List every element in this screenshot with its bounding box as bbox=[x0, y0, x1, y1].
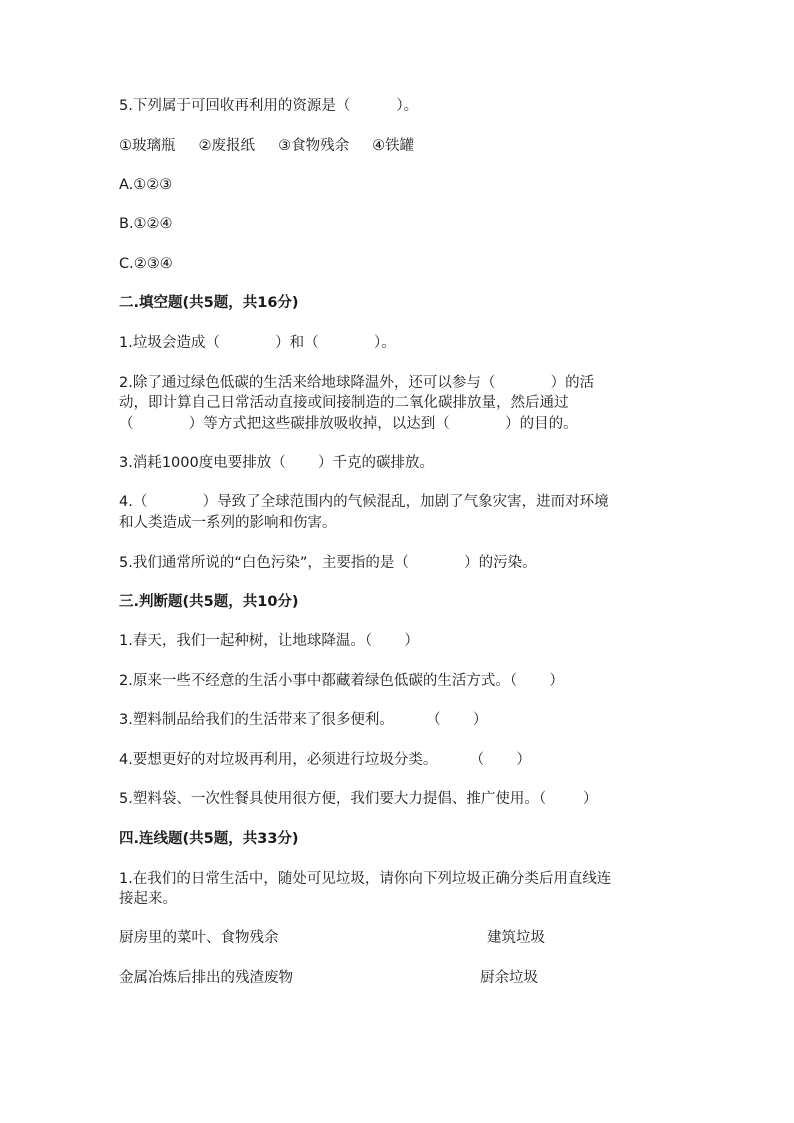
match-q1-line1: 1.在我们的日常生活中，随处可见垃圾，请你向下列垃圾正确分类后用直线连 bbox=[119, 871, 612, 887]
option-a: A.①②③ bbox=[119, 177, 173, 193]
fill-q1: 1.垃圾会造成（ ）和（ ）。 bbox=[119, 335, 396, 351]
question-5-items: ①玻璃瓶 ②废报纸 ③食物残余 ④铁罐 bbox=[119, 138, 415, 154]
fill-q4-line1: 4.（ ）导致了全球范围内的气候混乱，加剧了气象灾害，进而对环境 bbox=[119, 494, 609, 510]
match-left-2: 金属冶炼后排出的残渣废物 bbox=[119, 970, 293, 986]
judge-q2: 2.原来一些不经意的生活小事中都藏着绿色低碳的生活方式。（ ） bbox=[119, 673, 564, 689]
fill-q2-line1: 2.除了通过绿色低碳的生活来给地球降温外，还可以参与（ ）的活 bbox=[119, 375, 595, 391]
option-b: B.①②④ bbox=[119, 216, 173, 232]
match-q1-line2: 接起来。 bbox=[119, 891, 177, 907]
section-3-heading: 三.判断题(共5题，共10分) bbox=[119, 594, 299, 610]
question-5-stem: 5.下列属于可回收再利用的资源是（ ）。 bbox=[119, 98, 419, 114]
judge-q4: 4.要想更好的对垃圾再利用，必须进行垃圾分类。 （ ） bbox=[119, 752, 531, 768]
match-right-1: 建筑垃圾 bbox=[487, 930, 545, 946]
option-c: C.②③④ bbox=[119, 256, 173, 272]
fill-q5: 5.我们通常所说的“白色污染”，主要指的是（ ）的污染。 bbox=[119, 555, 537, 571]
fill-q2-line2: 动，即计算自己日常活动直接或间接制造的二氧化碳排放量，然后通过 bbox=[119, 395, 569, 411]
fill-q2-line3: （ ）等方式把这些碳排放吸收掉，以达到（ ）的目的。 bbox=[119, 416, 578, 432]
match-right-2: 厨余垃圾 bbox=[480, 970, 538, 986]
match-left-1: 厨房里的菜叶、食物残余 bbox=[119, 930, 279, 946]
fill-q4-line2: 和人类造成一系列的影响和伤害。 bbox=[119, 515, 337, 531]
section-2-heading: 二.填空题(共5题，共16分) bbox=[119, 295, 299, 311]
judge-q5: 5.塑料袋、一次性餐具使用很方便，我们要大力提倡、推广使用。（ ） bbox=[119, 791, 598, 807]
judge-q1: 1.春天，我们一起种树，让地球降温。（ ） bbox=[119, 633, 419, 649]
judge-q3: 3.塑料制品给我们的生活带来了很多便利。 （ ） bbox=[119, 712, 488, 728]
section-4-heading: 四.连线题(共5题，共33分) bbox=[119, 831, 299, 847]
fill-q3: 3.消耗1000度电要排放（ ）千克的碳排放。 bbox=[119, 455, 434, 471]
